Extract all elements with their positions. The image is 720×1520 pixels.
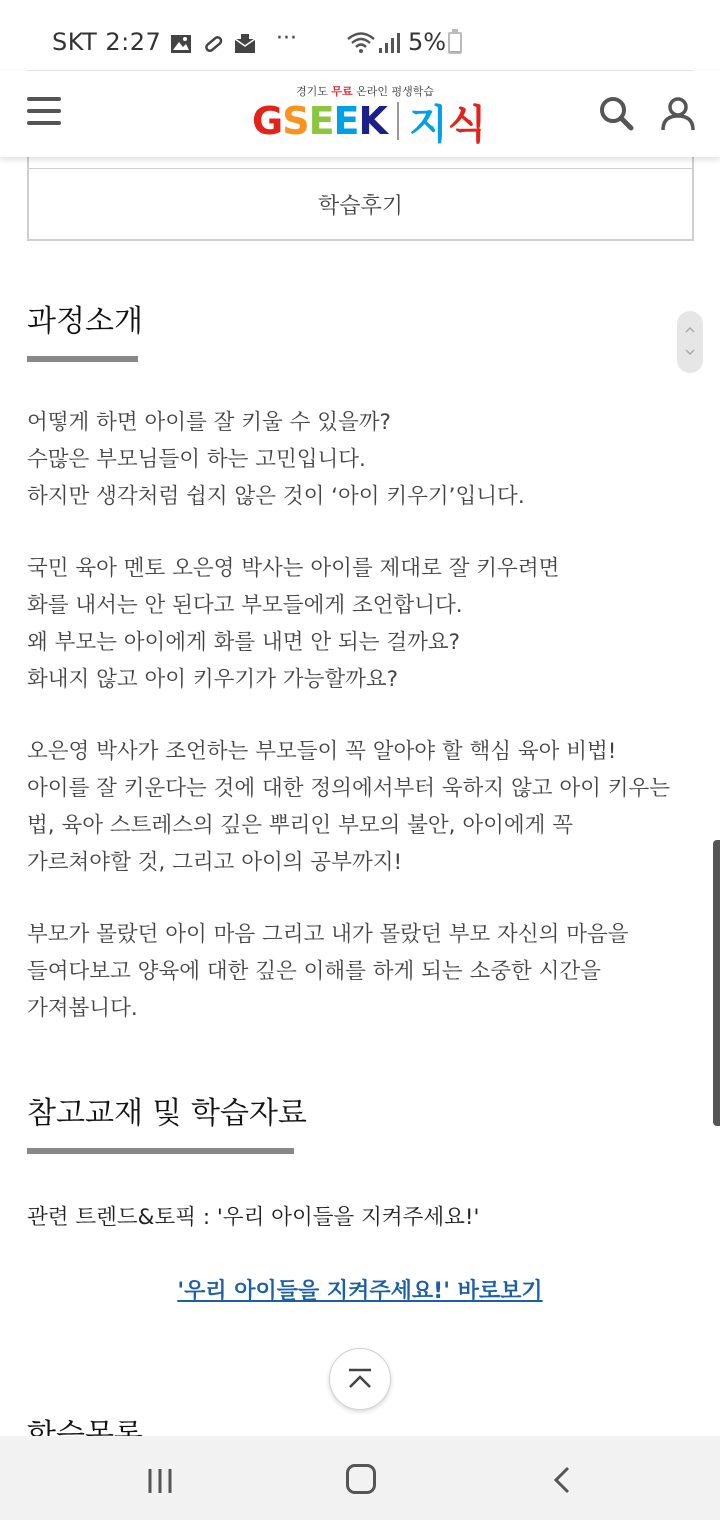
home-icon[interactable] bbox=[346, 1464, 376, 1494]
logo-letter: 식 bbox=[447, 101, 487, 148]
signal-icon bbox=[378, 32, 402, 54]
menu-icon[interactable] bbox=[27, 97, 61, 125]
intro-title-underline bbox=[27, 356, 138, 362]
system-nav-bar bbox=[0, 1436, 720, 1520]
battery-percent: 5% bbox=[408, 28, 447, 56]
search-icon[interactable] bbox=[598, 95, 634, 131]
mail-icon bbox=[234, 33, 256, 55]
back-icon[interactable] bbox=[552, 1466, 572, 1494]
intro-paragraph bbox=[27, 404, 707, 515]
materials-title-underline bbox=[27, 1148, 294, 1154]
intro-line: 왜 부모는 아이에게 화를 내면 안 되는 걸까요? bbox=[27, 630, 461, 655]
tab-review-label: 학습후기 bbox=[317, 193, 403, 219]
intro-line: 법, 육아 스트레스의 깊은 뿌리인 부모의 불안, 아이에게 꼭 bbox=[27, 813, 574, 838]
logo-letter: S bbox=[282, 99, 309, 143]
scroll-top-button[interactable] bbox=[329, 1348, 391, 1410]
intro-line: 오은영 박사가 조언하는 부모들이 꼭 알아야 할 핵심 육아 비법! bbox=[27, 739, 617, 764]
status-time: SKT 2:27 bbox=[52, 28, 162, 56]
scroll-handle[interactable] bbox=[677, 311, 703, 373]
logo-gseek-text bbox=[252, 99, 387, 143]
user-icon[interactable] bbox=[660, 95, 696, 131]
attachment-icon bbox=[202, 33, 224, 55]
image-icon bbox=[170, 33, 192, 55]
intro-paragraph bbox=[27, 733, 707, 881]
logo-divider bbox=[397, 102, 399, 140]
more-notifications: ··· bbox=[276, 26, 297, 51]
intro-line: 화를 내서는 안 된다고 부모들에게 조언합니다. bbox=[27, 593, 463, 618]
gseek-logo[interactable] bbox=[252, 99, 487, 148]
intro-line: 가르쳐야할 것, 그리고 아이의 공부까지! bbox=[27, 850, 403, 875]
intro-line: 수많은 부모님들이 하는 고민입니다. bbox=[27, 447, 366, 472]
tab-review[interactable] bbox=[27, 168, 694, 241]
logo-letter: 지 bbox=[408, 101, 448, 148]
logo-letter: E bbox=[308, 99, 334, 143]
site-header bbox=[0, 71, 720, 157]
recent-apps-icon[interactable] bbox=[147, 1468, 175, 1494]
intro-line: 가져봅니다. bbox=[27, 996, 138, 1021]
intro-title: 과정소개 bbox=[27, 304, 143, 339]
chevron-up-down-icon bbox=[677, 311, 703, 373]
intro-paragraph bbox=[27, 916, 707, 1027]
materials-title: 참고교재 및 학습자료 bbox=[27, 1096, 307, 1131]
battery-icon bbox=[448, 32, 462, 54]
edge-panel-handle[interactable] bbox=[713, 840, 720, 1126]
intro-line: 국민 육아 멘토 오은영 박사는 아이를 제대로 잘 키우려면 bbox=[27, 556, 560, 581]
intro-line: 부모가 몰랐던 아이 마음 그리고 내가 몰랐던 부모 자신의 마음을 bbox=[27, 922, 629, 947]
logo-jisik-text bbox=[409, 93, 486, 150]
intro-paragraph bbox=[27, 550, 707, 698]
notification-icons bbox=[170, 30, 256, 58]
intro-line: 어떻게 하면 아이를 잘 키울 수 있을까? bbox=[27, 410, 391, 435]
logo-letter: G bbox=[252, 99, 283, 143]
intro-line: 아이를 잘 키운다는 것에 대한 정의에서부터 욱하지 않고 아이 키우는 bbox=[27, 776, 671, 801]
related-topic-text: 관련 트렌드&토픽 : '우리 아이들을 지켜주세요!' bbox=[27, 1205, 480, 1230]
logo-tagline: 경기도 무료 온라인 평생학습 bbox=[296, 85, 435, 98]
logo-letter: K bbox=[358, 99, 387, 143]
scroll-top-icon bbox=[347, 1368, 373, 1390]
intro-line: 화내지 않고 아이 키우기가 가능할까요? bbox=[27, 667, 399, 692]
intro-line: 들여다보고 양육에 대한 깊은 이해를 하게 되는 소중한 시간을 bbox=[27, 959, 601, 984]
intro-line: 하지만 생각처럼 쉽지 않은 것이 ‘아이 키우기’입니다. bbox=[27, 484, 525, 509]
wifi-icon bbox=[346, 30, 376, 54]
logo-letter: E bbox=[333, 99, 359, 143]
status-bar bbox=[0, 0, 720, 70]
related-topic-link[interactable]: '우리 아이들을 지켜주세요!' 바로보기 bbox=[177, 1279, 543, 1304]
